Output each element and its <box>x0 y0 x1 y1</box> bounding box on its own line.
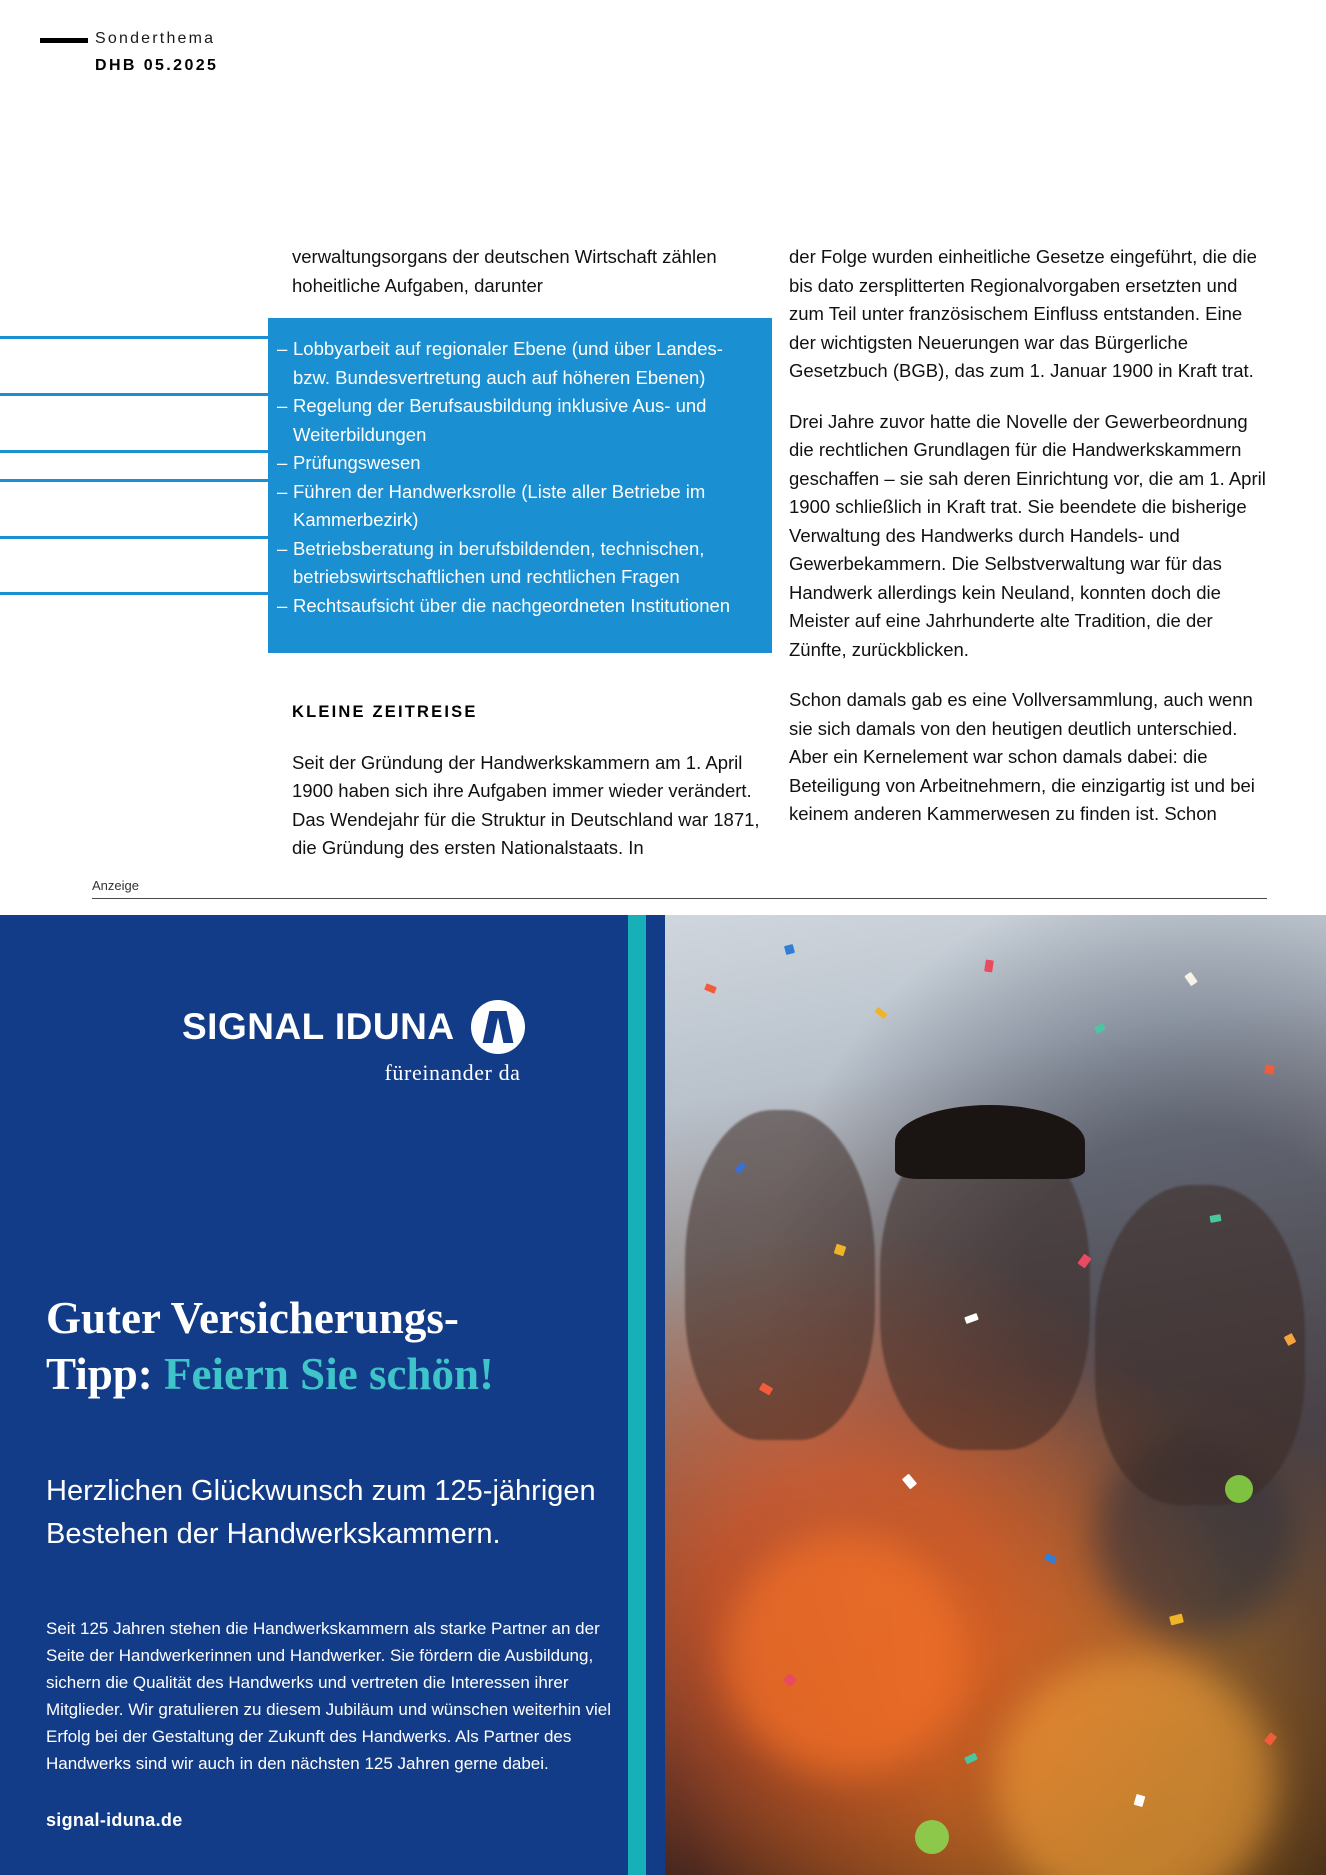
signal-iduna-logo-icon <box>471 1000 525 1054</box>
right-paragraph-1: der Folge wurden einheitliche Gesetze eingeführt, die die bis dato zersplitterten Regionalvorgaben ersetzten und zum Teil unter französischem Einfluss entstanden. Eine der wichtigsten Neuerungen war das Bürgerliche Gesetzbuch (BGB), das zum 1. Januar 1900 in Kraft trat. <box>789 246 1257 381</box>
ad-headline-line2-prefix: Tipp: <box>46 1349 164 1399</box>
confetti-speck <box>902 1474 917 1490</box>
dash-icon: – <box>277 452 288 473</box>
anzeige-divider <box>92 898 1267 899</box>
confetti-speck <box>784 944 795 955</box>
list-item <box>277 335 754 392</box>
connector-line-3 <box>0 450 290 453</box>
confetti-speck <box>704 983 717 994</box>
dash-icon: – <box>277 594 288 616</box>
connector-line-6 <box>0 592 290 595</box>
list-item <box>277 535 754 592</box>
dash-icon: – <box>277 480 288 502</box>
advertisement[interactable] <box>0 915 1326 1875</box>
confetti-speck <box>1184 972 1197 986</box>
photo-person-left <box>685 1110 875 1440</box>
ad-photo-confetti-party <box>665 915 1326 1875</box>
connector-line-1 <box>0 336 290 339</box>
ad-headline <box>46 1290 626 1402</box>
ad-body-text: Seit 125 Jahren stehen die Handwerkskammern als starke Partner an der Seite der Handwerkerinnen und Handwerker. Sie fördern die Ausbildung, sichern die Qualität des Handwerks und vertreten die Interessen ihrer Mitglieder. Wir gratulieren zu diesem Jubiläum und wünschen weiterhin viel Erfolg bei der Gestaltung der Zukunft des Handwerks. Als Partner des Handwerks sind wir auch in den nächsten 125 Jahren gerne dabei. <box>46 1619 612 1773</box>
list-item <box>277 392 754 449</box>
confetti-speck <box>874 1007 887 1019</box>
article-left-column <box>292 243 772 318</box>
dash-icon: – <box>277 338 288 359</box>
confetti-speck <box>1044 1553 1057 1564</box>
ad-headline-line1: Guter Versicherungs- <box>46 1293 459 1343</box>
confetti-speck <box>1094 1023 1106 1034</box>
dash-icon: – <box>277 537 288 559</box>
confetti-speck <box>1264 1064 1275 1075</box>
list-item-label: Regelung der Berufsausbildung inklusive Aus- und Weiterbildungen <box>293 395 707 445</box>
ad-url-link[interactable]: signal-iduna.de <box>46 1810 183 1830</box>
photo-person-right <box>1095 1185 1305 1505</box>
ad-logo-row <box>182 1000 525 1054</box>
ad-logo <box>182 1000 525 1086</box>
photo-hat <box>895 1105 1085 1179</box>
left-intro-paragraph: verwaltungsorgans der deutschen Wirtschaft zählen hoheitliche Aufgaben, darunter <box>292 246 717 296</box>
header-issue: DHB 05.2025 <box>95 57 219 74</box>
right-paragraph-2: Drei Jahre zuvor hatte die Novelle der Gewerbeordnung die rechtlichen Grundlagen für die Handwerkskammern geschaffen – sie sah deren Einrichtung vor, die am 1. April 1900 schließlich in Kraft trat. Sie beendete die bisherige Verwaltung des Handwerks durch Handels- und Gewerbekammern. Die Selbstverwaltung war für das Handwerk allerdings kein Neuland, konnten doch die Meister auf eine Jahrhunderte alte Tradition, die der Zünfte, zurückblicken. <box>789 410 1266 660</box>
list-item <box>277 449 754 478</box>
ad-accent-bar <box>628 915 646 1875</box>
list-item-label: Betriebsberatung in berufsbildenden, technischen, betriebswirtschaftlichen und rechtlichen Fragen <box>293 537 705 587</box>
confetti-speck <box>964 1753 978 1765</box>
list-item <box>277 592 754 621</box>
confetti-balloon <box>1225 1475 1253 1503</box>
kleine-zeitreise-section <box>292 698 772 885</box>
section-subhead: KLEINE ZEITREISE <box>292 703 478 721</box>
list-item-label: Lobbyarbeit auf regionaler Ebene (und über Landes- bzw. Bundesvertretung auch auf höheren Ebenen) <box>293 338 723 388</box>
connector-line-2 <box>0 393 290 396</box>
dash-icon: – <box>277 395 288 416</box>
connector-line-5 <box>0 536 290 539</box>
ad-claim: füreinander da <box>384 1060 521 1085</box>
ad-headline-line2-accent: Feiern Sie schön! <box>164 1349 494 1399</box>
confetti-speck <box>984 960 994 973</box>
right-paragraph-3: Schon damals gab es eine Vollversammlung, auch wenn sie sich damals von den heutigen deutlich unterschied. Aber ein Kernelement war schon damals dabei: die Beteiligung von Arbeitnehmern, die einzigartig ist und bei keinem anderen Kammerwesen zu finden ist. Schon <box>789 689 1255 824</box>
anzeige-label: Anzeige <box>92 878 139 893</box>
kleine-zeitreise-paragraph: Seit der Gründung der Handwerkskammern am 1. April 1900 haben sich ihre Aufgaben immer wieder verändert. Das Wendejahr für die Struktur in Deutschland war 1871, die Gründung des ersten Nationalstaats. In <box>292 751 760 858</box>
ad-brand-name: SIGNAL IDUNA <box>182 1006 455 1047</box>
photo-glow <box>995 1655 1275 1875</box>
list-item-label: Prüfungswesen <box>293 452 421 473</box>
article-right-column <box>789 243 1271 851</box>
confetti-balloon <box>915 1820 949 1854</box>
task-list <box>268 318 772 620</box>
task-list-box <box>268 318 772 653</box>
header-kicker: Sonderthema <box>95 30 216 47</box>
list-item-label: Rechtsaufsicht über die nachgeordneten Institutionen <box>293 594 731 616</box>
connector-line-4 <box>0 479 290 482</box>
photo-glow <box>725 1535 965 1775</box>
header-rule <box>40 38 88 43</box>
ad-subhead: Herzlichen Glückwunsch zum 125-jährigen Bestehen der Handwerkskammern. <box>46 1475 596 1550</box>
list-item <box>277 478 754 535</box>
list-item-label: Führen der Handwerksrolle (Liste aller Betriebe im Kammerbezirk) <box>293 480 706 530</box>
